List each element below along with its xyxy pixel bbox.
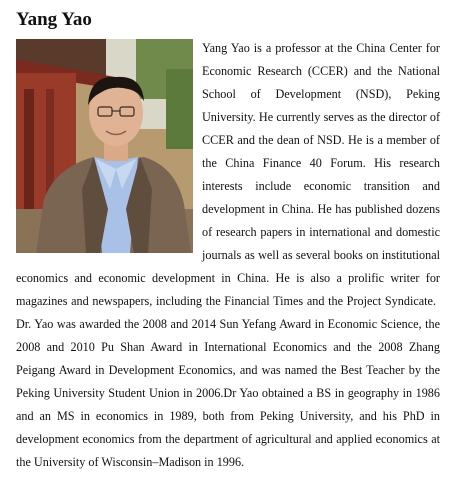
bio-line: School of Development (NSD), Peking [202, 87, 440, 101]
bio-line: the University of Wisconsin–Madison in 1996. [16, 455, 245, 469]
bio-line: magazines and newspapers, including the Financial Times and the Project Syndicate. [16, 294, 436, 308]
profile-name: Yang Yao [16, 9, 92, 30]
portrait-photo [16, 39, 193, 253]
bio-line: journals as well as several books on institutional [202, 248, 440, 262]
bio-line: of research papers in international and domestic [202, 225, 440, 239]
bio-line: CCER and the dean of NSD. He is a member of [202, 133, 440, 147]
bio-line: Peigang Award in Development Economics, and was named the Best Teacher by the [16, 363, 440, 377]
bio-line: the China Finance 40 Forum. His research [202, 156, 440, 170]
portrait-illustration [16, 39, 193, 253]
bio-line: Yang Yao is a professor at the China Center for [202, 41, 440, 55]
bio-line: and an MS in economics in 1989, both from Peking University, and his PhD in [16, 409, 440, 423]
bio-line: development in China. He has published dozens [202, 202, 440, 216]
bio-line: 2008 and 2010 Pu Shan Award in International Economics and the 2008 Zhang [16, 340, 440, 354]
bio-line: Economic Research (CCER) and the National [202, 64, 440, 78]
bio-line: development economics from the department of agricultural and applied economics at [16, 432, 440, 446]
bio-line: Dr. Yao was awarded the 2008 and 2014 Sun Yefang Award in Economic Science, the [16, 317, 440, 331]
bio-line: University. He currently serves as the director of [202, 110, 440, 124]
bio-line: interests include economic transition and [202, 179, 440, 193]
bio-line: Peking University Student Union in 2006.Dr Yao obtained a BS in geography in 1986 [16, 386, 440, 400]
bio-line: economics and economic development in China. He is also a prolific writer for [16, 271, 440, 285]
